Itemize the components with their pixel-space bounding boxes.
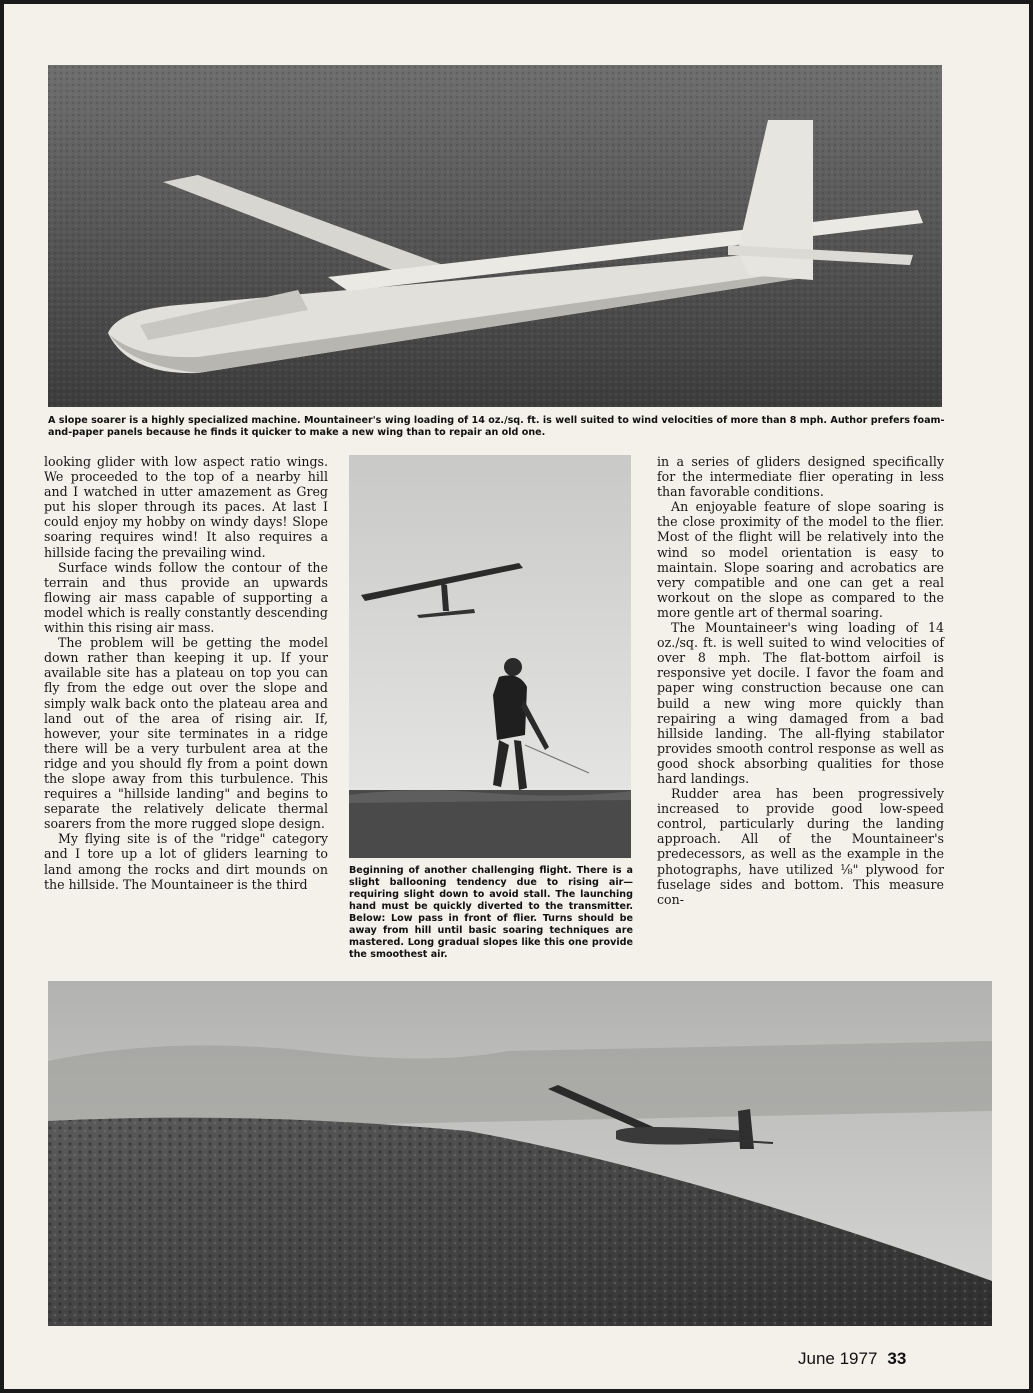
paragraph: An enjoyable feature of slope soaring is the close proximity of the model to the flier. Most of the flight will be relatively into the wind so model orientation is easy to maintain. Slope soaring and acrobatics are very compatible and one can get a real workout on the slope as compared to the more gentle art of thermal soaring. bbox=[657, 499, 944, 620]
middle-photo-launch bbox=[349, 455, 631, 858]
paragraph: The problem will be getting the model down rather than keeping it up. If your available site has a plateau on top you can fly from the edge out over the slope and simply walk back onto the plateau area and land out of the area of rising air. If, however, your site terminates in a ridge there will be a very turbulent area at the ridge and you should fly from a point down the slope away from this turbulence. This requires a "hillside landing" and begins to separate the relatively delicate thermal soarers from the more rugged slope design. bbox=[44, 635, 328, 832]
paragraph: Surface winds follow the contour of the terrain and thus provide an upwards flowing air mass capable of supporting a model which is really constantly descending within this rising air mass. bbox=[44, 559, 328, 636]
page-number: 33 bbox=[887, 1349, 907, 1368]
paragraph: My flying site is of the "ridge" category and I tore up a lot of gliders learning to land among the rocks and dirt mounds on the hillside. The Mountaineer is the third bbox=[44, 831, 328, 892]
paragraph: looking glider with low aspect ratio wings. We proceeded to the top of a nearby hill and I watched in utter amazement as Greg put his sloper through its paces. At last I could enjoy my hobby on windy days! Slope soaring requires wind! It also requires a hillside facing the prevailing wind. bbox=[44, 454, 328, 560]
paragraph: The Mountaineer's wing loading of 14 oz./sq. ft. is well suited to wind velocities of over 8 mph. The flat-bottom airfoil is responsive yet docile. I favor the foam and paper wing construction because one can build a new wing more quickly than repairing a wing damaged from a bad hillside landing. The all-flying stabilator provides smooth control response as well as good shock absorbing qualities for those hard landings. bbox=[657, 620, 944, 786]
magazine-page bbox=[4, 4, 1029, 1389]
right-column-text bbox=[657, 454, 944, 907]
top-photo-glider-on-ground bbox=[48, 65, 942, 407]
middle-photo-caption: Beginning of another challenging flight. There is a slight ballooning tendency due to rising air—requiring slight down to avoid stall. The launching hand must be quickly diverted to the transmitter. Below: Low pass in front of flier. Turns should be away from hill until basic soaring techniques are mastered. Long gradual slopes like this one provide the smoothest air. bbox=[349, 865, 633, 960]
paragraph: in a series of gliders designed specifically for the intermediate flier operating in less than favorable conditions. bbox=[657, 454, 944, 500]
paragraph: Rudder area has been progressively increased to provide good low-speed control, particularly during the landing approach. All of the Mountaineer's predecessors, as well as the example in the photographs, have utilized ⅛" plywood for fuselage sides and bottom. This measure con- bbox=[657, 786, 944, 907]
left-column-text bbox=[44, 454, 328, 892]
issue-date: June 1977 bbox=[798, 1349, 878, 1368]
bottom-photo-low-pass bbox=[48, 981, 992, 1326]
page-footer bbox=[798, 1349, 906, 1369]
top-photo-caption: A slope soarer is a highly specialized machine. Mountaineer's wing loading of 14 oz./sq. ft. is well suited to wind velocities of more than 8 mph. Author prefers foam-and-paper panels because he finds it quicker to make a new wing than to repair an old one. bbox=[48, 415, 945, 438]
